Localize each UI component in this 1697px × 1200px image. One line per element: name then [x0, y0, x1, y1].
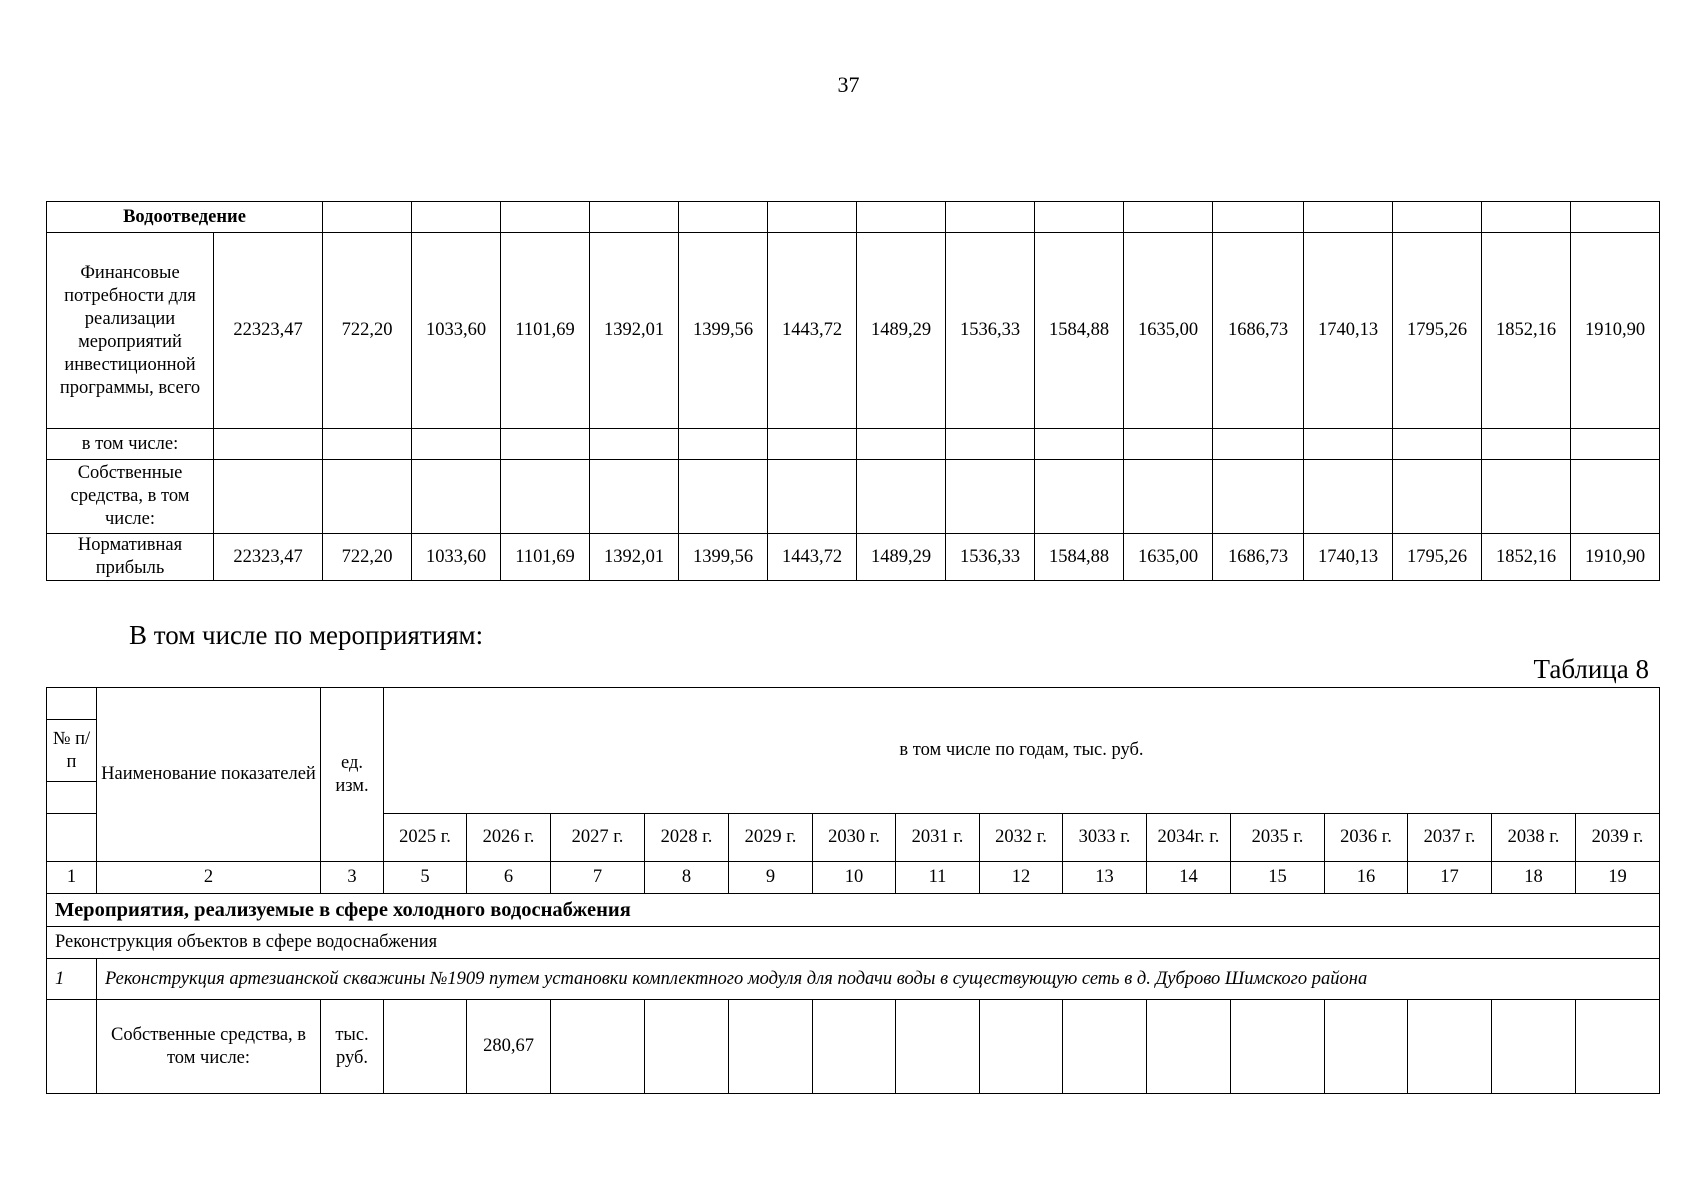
empty-cell [857, 202, 946, 233]
funding-value [551, 1000, 645, 1094]
value-cell [590, 460, 679, 534]
value-cell: 1536,33 [946, 534, 1035, 581]
value-cell [501, 460, 590, 534]
value-cell: 1795,26 [1393, 233, 1482, 429]
value-cell: 722,20 [323, 233, 412, 429]
year-header: 3033 г. [1063, 814, 1147, 862]
value-cell: 1033,60 [412, 233, 501, 429]
funding-value [896, 1000, 980, 1094]
year-header: 2037 г. [1408, 814, 1492, 862]
year-header: 2036 г. [1325, 814, 1408, 862]
funding-value [645, 1000, 729, 1094]
year-header: 2031 г. [896, 814, 980, 862]
value-cell [1124, 429, 1213, 460]
unit-header: ед. изм. [321, 688, 384, 862]
value-cell: 22323,47 [214, 233, 323, 429]
funding-value: 280,67 [467, 1000, 551, 1094]
num-header: № п/п [47, 720, 97, 782]
value-cell: 1392,01 [590, 233, 679, 429]
funding-num [47, 1000, 97, 1094]
table-caption: Таблица 8 [1533, 654, 1649, 684]
value-cell: 1852,16 [1482, 534, 1571, 581]
measures-table [46, 687, 1660, 1094]
value-cell: 1489,29 [857, 534, 946, 581]
empty-cell [1124, 202, 1213, 233]
page-number: 37 [837, 72, 860, 97]
value-cell: 1101,69 [501, 233, 590, 429]
item-title: Реконструкция артезианской скважины №1909 путем установки комплектного модуля для подачи воды в существующую сеть в д. Дуброво Шимского района [97, 959, 1660, 1000]
empty-cell [768, 202, 857, 233]
value-cell: 1584,88 [1035, 534, 1124, 581]
empty-cell [679, 202, 768, 233]
value-cell [1035, 429, 1124, 460]
name-header: Наименование показателей [97, 688, 321, 862]
empty-cell [1035, 202, 1124, 233]
value-cell: 22323,47 [214, 534, 323, 581]
year-header: 2030 г. [813, 814, 896, 862]
empty-cell [501, 202, 590, 233]
value-cell [1571, 460, 1660, 534]
value-cell [679, 460, 768, 534]
value-cell: 1489,29 [857, 233, 946, 429]
year-header: 2035 г. [1231, 814, 1325, 862]
value-cell [768, 460, 857, 534]
value-cell [412, 429, 501, 460]
value-cell [1213, 460, 1304, 534]
column-number: 19 [1576, 862, 1660, 894]
empty-cell [1393, 202, 1482, 233]
value-cell [1393, 429, 1482, 460]
funding-value [1231, 1000, 1325, 1094]
column-number: 17 [1408, 862, 1492, 894]
funding-value [1408, 1000, 1492, 1094]
value-cell: 1399,56 [679, 233, 768, 429]
value-cell [1482, 460, 1571, 534]
year-header: 2034г. г. [1147, 814, 1231, 862]
num-header-blank [47, 782, 97, 814]
column-number: 13 [1063, 862, 1147, 894]
value-cell [501, 429, 590, 460]
column-number: 3 [321, 862, 384, 894]
value-cell: 1910,90 [1571, 233, 1660, 429]
value-cell: 722,20 [323, 534, 412, 581]
funding-value [980, 1000, 1063, 1094]
value-cell: 1686,73 [1213, 534, 1304, 581]
column-number: 10 [813, 862, 896, 894]
column-number: 16 [1325, 862, 1408, 894]
column-number: 6 [467, 862, 551, 894]
empty-cell [323, 202, 412, 233]
funding-value [1147, 1000, 1231, 1094]
section-title: Водоотведение [47, 202, 323, 233]
value-cell [323, 460, 412, 534]
funding-value [813, 1000, 896, 1094]
column-number: 14 [1147, 862, 1231, 894]
column-number: 18 [1492, 862, 1576, 894]
value-cell: 1584,88 [1035, 233, 1124, 429]
empty-cell [590, 202, 679, 233]
value-cell: 1635,00 [1124, 233, 1213, 429]
column-number: 2 [97, 862, 321, 894]
column-number: 1 [47, 862, 97, 894]
num-header-bottom [47, 814, 97, 862]
item-number: 1 [47, 959, 97, 1000]
value-cell [1124, 460, 1213, 534]
value-cell [323, 429, 412, 460]
section-heading: В том числе по мероприятиям: [129, 620, 484, 650]
value-cell [214, 429, 323, 460]
funding-value [1576, 1000, 1660, 1094]
wastewater-finance-table [46, 201, 1660, 581]
value-cell: 1740,13 [1304, 534, 1393, 581]
value-cell [1304, 429, 1393, 460]
value-cell [946, 460, 1035, 534]
funding-value [1325, 1000, 1408, 1094]
column-number: 5 [384, 862, 467, 894]
value-cell: 1443,72 [768, 233, 857, 429]
subcategory-heading: Реконструкция объектов в сфере водоснабжения [47, 927, 1660, 959]
column-number: 11 [896, 862, 980, 894]
value-cell [1393, 460, 1482, 534]
value-cell: 1910,90 [1571, 534, 1660, 581]
value-cell [1482, 429, 1571, 460]
funding-label: Собственные средства, в том числе: [97, 1000, 321, 1094]
value-cell [946, 429, 1035, 460]
year-header: 2038 г. [1492, 814, 1576, 862]
column-number: 7 [551, 862, 645, 894]
empty-cell [412, 202, 501, 233]
value-cell: 1635,00 [1124, 534, 1213, 581]
year-header: 2027 г. [551, 814, 645, 862]
value-cell: 1443,72 [768, 534, 857, 581]
empty-cell [1482, 202, 1571, 233]
funding-value [1063, 1000, 1147, 1094]
year-header: 2029 г. [729, 814, 813, 862]
value-cell [857, 460, 946, 534]
row-label: Нормативная прибыль [47, 534, 214, 581]
column-number: 12 [980, 862, 1063, 894]
column-number: 9 [729, 862, 813, 894]
num-header-top [47, 688, 97, 720]
year-header: 2039 г. [1576, 814, 1660, 862]
column-number: 15 [1231, 862, 1325, 894]
category-heading: Мероприятия, реализуемые в сфере холодного водоснабжения [47, 894, 1660, 927]
column-number: 8 [645, 862, 729, 894]
year-header: 2025 г. [384, 814, 467, 862]
empty-cell [1304, 202, 1393, 233]
value-cell: 1033,60 [412, 534, 501, 581]
row-label: в том числе: [47, 429, 214, 460]
value-cell [679, 429, 768, 460]
empty-cell [946, 202, 1035, 233]
funding-value [384, 1000, 467, 1094]
value-cell: 1795,26 [1393, 534, 1482, 581]
value-cell [1571, 429, 1660, 460]
value-cell [857, 429, 946, 460]
funding-value [1492, 1000, 1576, 1094]
value-cell [1035, 460, 1124, 534]
empty-cell [1571, 202, 1660, 233]
value-cell [1213, 429, 1304, 460]
year-header: 2028 г. [645, 814, 729, 862]
row-label: Финансовые потребности для реализации мероприятий инвестиционной программы, всего [47, 233, 214, 429]
value-cell [1304, 460, 1393, 534]
value-cell: 1852,16 [1482, 233, 1571, 429]
value-cell: 1740,13 [1304, 233, 1393, 429]
value-cell [590, 429, 679, 460]
year-header: 2032 г. [980, 814, 1063, 862]
funding-value [729, 1000, 813, 1094]
value-cell [412, 460, 501, 534]
value-cell: 1101,69 [501, 534, 590, 581]
value-cell [768, 429, 857, 460]
value-cell: 1686,73 [1213, 233, 1304, 429]
funding-unit: тыс. руб. [321, 1000, 384, 1094]
years-group-header: в том числе по годам, тыс. руб. [384, 688, 1660, 814]
value-cell [214, 460, 323, 534]
empty-cell [1213, 202, 1304, 233]
row-label: Собственные средства, в том числе: [47, 460, 214, 534]
year-header: 2026 г. [467, 814, 551, 862]
value-cell: 1399,56 [679, 534, 768, 581]
value-cell: 1392,01 [590, 534, 679, 581]
value-cell: 1536,33 [946, 233, 1035, 429]
